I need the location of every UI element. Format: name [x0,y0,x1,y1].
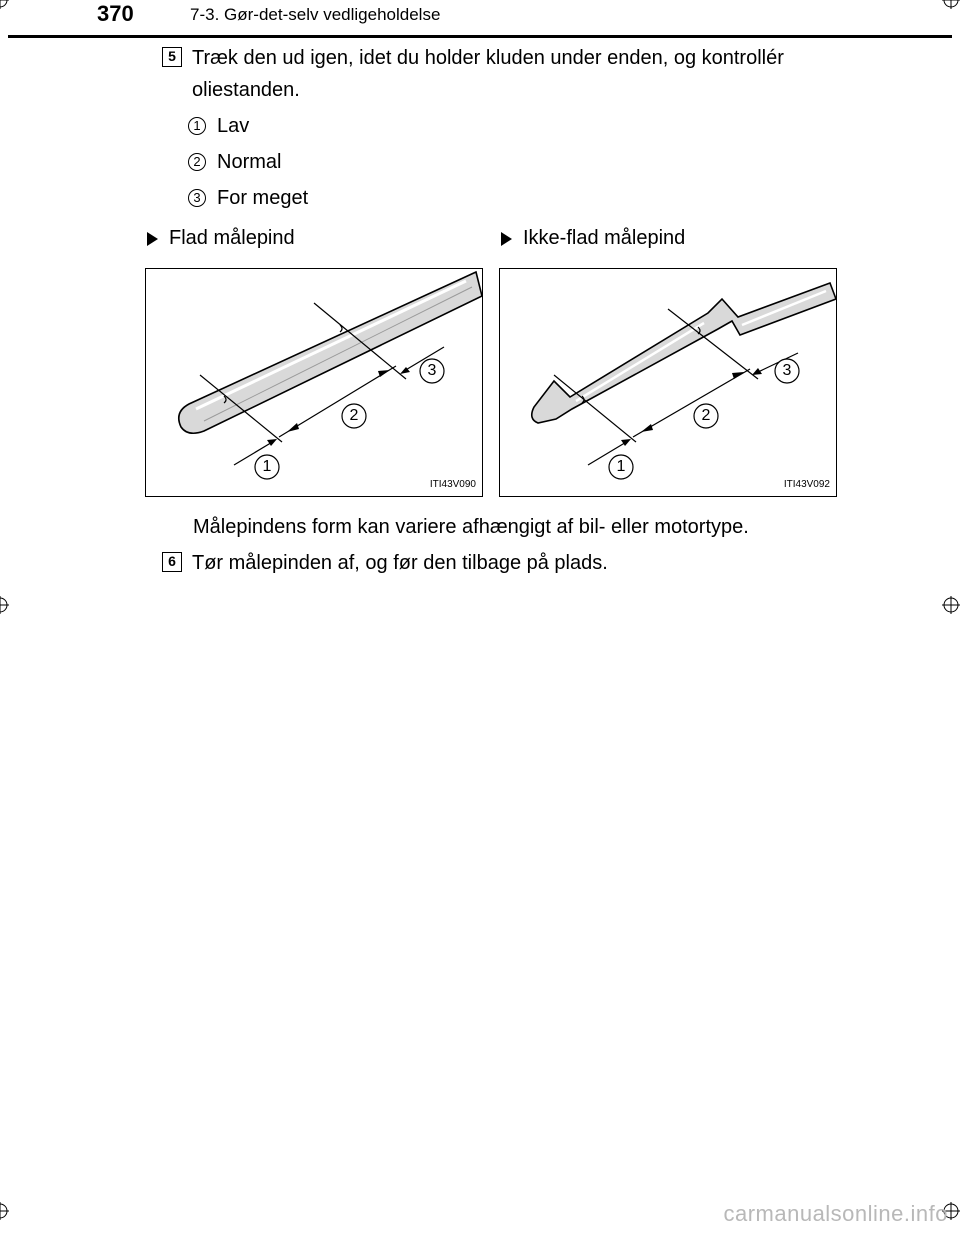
callout-normal: 2 [349,407,359,424]
level-number-2: 2 [188,153,206,171]
step-6-text: Tør målepinden af, og før den tilbage på plads. [192,552,608,574]
bullet-triangle-icon [501,232,512,246]
step-number-6: 6 [162,552,182,572]
crop-mark-icon [942,0,960,9]
figure-flat-dipstick [145,268,483,497]
page-number: 370 [97,1,134,26]
figure-code: ITI43V090 [429,479,476,490]
section-title: 7-3. Gør-det-selv vedligeholdelse [190,5,441,24]
step-5-text-line-2: oliestanden. [192,79,300,101]
figure-code: ITI43V092 [783,479,830,490]
crop-mark-icon [0,0,9,9]
crop-mark-icon [0,1202,9,1220]
level-number-1: 1 [188,117,206,135]
crop-mark-icon [942,596,960,614]
callout-too-much: 3 [427,362,437,379]
callout-too-much: 3 [782,362,792,379]
crop-mark-icon [0,596,9,614]
figure-non-flat-dipstick [499,268,837,497]
level-label-normal: Normal [217,151,282,173]
non-flat-dipstick-illustration [500,269,836,496]
bullet-triangle-icon [147,232,158,246]
level-number-3: 3 [188,189,206,207]
flat-dipstick-illustration [146,269,482,496]
callout-low: 1 [616,458,626,475]
step-5-text-line-1: Træk den ud igen, idet du holder kluden under enden, og kontrollér [192,47,784,69]
callout-normal: 2 [701,407,711,424]
level-label-low: Lav [217,115,250,137]
header-rule [8,35,952,38]
footer-watermark: carmanualsonline.info [723,1201,948,1226]
step-number-5: 5 [162,47,182,67]
callout-low: 1 [262,458,272,475]
figure-caption-flat: Flad målepind [169,227,295,249]
level-label-too-much: For meget [217,187,309,209]
figure-caption-not-flat: Ikke-flad målepind [523,227,686,249]
variation-note: Målepindens form kan variere afhængigt af bil- eller motortype. [193,516,749,538]
